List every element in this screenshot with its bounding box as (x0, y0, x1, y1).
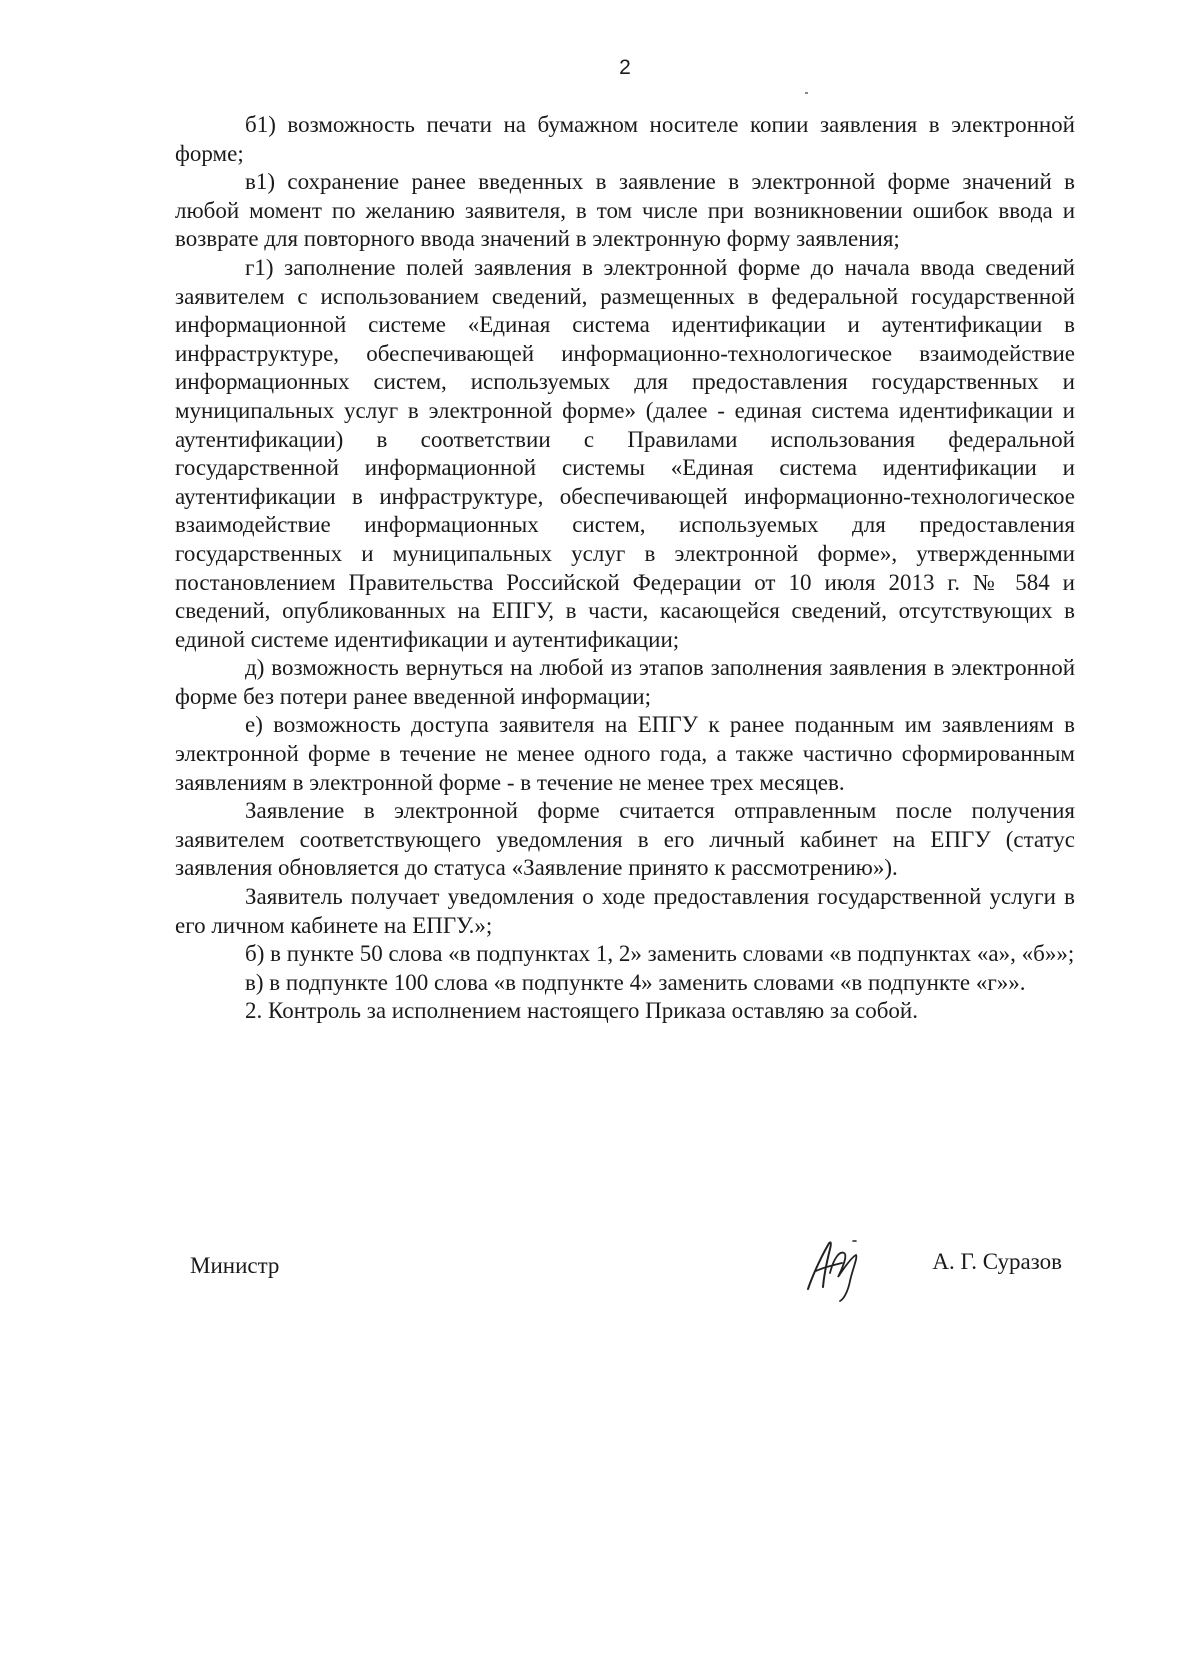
page-number: 2 (619, 56, 631, 79)
paragraph-d: д) возможность вернуться на любой из этапов заполнения заявления в электронной форме без потери ранее введенной информации; (175, 655, 1075, 709)
paragraph-e: е) возможность доступа заявителя на ЕПГУ к ранее поданным им заявлениям в электронной форме в течение не менее одного года, а также частично сформированным заявлениям в электронной форме - в течение не менее трех месяцев. (175, 712, 1075, 795)
scan-speck (805, 92, 808, 94)
paragraph-g1: г1) заполнение полей заявления в электронной форме до начала ввода сведений заявителем с использованием сведений, размещенных в федеральной государственной информационной системе «Единая система идентификации и аутентификации в инфраструктуре, обеспечивающей информационно-технологическое взаимодействие информационных систем, используемых для предоставления государственных и муниципальных услуг в электронной форме» (далее - единая система идентификации и аутентификации) в соответствии с Правилами использования федеральной государственной информационной системы «Единая система идентификации и аутентификации в инфраструктуре, обеспечивающей информационно-технологическое взаимодействие информационных систем, используемых для предоставления государственных и муниципальных услуг в электронной форме», утвержденными постановлением Правительства Российской Федерации от 10 июля 2013 г. № 584 и сведений, опубликованных на ЕПГУ, в части, касающейся сведений, отсутствующих в единой системе идентификации и аутентификации; (175, 254, 1075, 652)
signatory-title: Министр (190, 1253, 280, 1278)
paragraph-application-sent: Заявление в электронной форме считается отправленным после получения заявителем соответствующего уведомления в его личный кабинет на ЕПГУ (статус заявления обновляется до статуса «Заявление принято к рассмотрению»). (175, 798, 1075, 881)
paragraph-item-100: в) в подпункте 100 слова «в подпункте 4» заменить словами «в подпункте «г»». (245, 969, 1026, 995)
document-body (175, 111, 1075, 1026)
signature-block (190, 1235, 1070, 1305)
paragraph-item-50: б) в пункте 50 слова «в подпунктах 1, 2» заменить словами «в подпунктах «а», «б»»; (245, 941, 1075, 967)
paragraph-b1: б1) возможность печати на бумажном носителе копии заявления в электронной форме; (175, 112, 1075, 166)
handwritten-signature-icon (790, 1227, 870, 1307)
paragraph-control: 2. Контроль за исполнением настоящего Приказа оставляю за собой. (245, 998, 918, 1024)
paragraph-notifications: Заявитель получает уведомления о ходе предоставления государственной услуги в его личном кабинете на ЕПГУ.»; (175, 884, 1075, 938)
paragraph-v1: в1) сохранение ранее введенных в заявление в электронной форме значений в любой момент по желанию заявителя, в том числе при возникновении ошибок ввода и возврате для повторного ввода значений в электронную форму заявления; (175, 169, 1075, 252)
signatory-name: А. Г. Суразов (932, 1249, 1062, 1274)
